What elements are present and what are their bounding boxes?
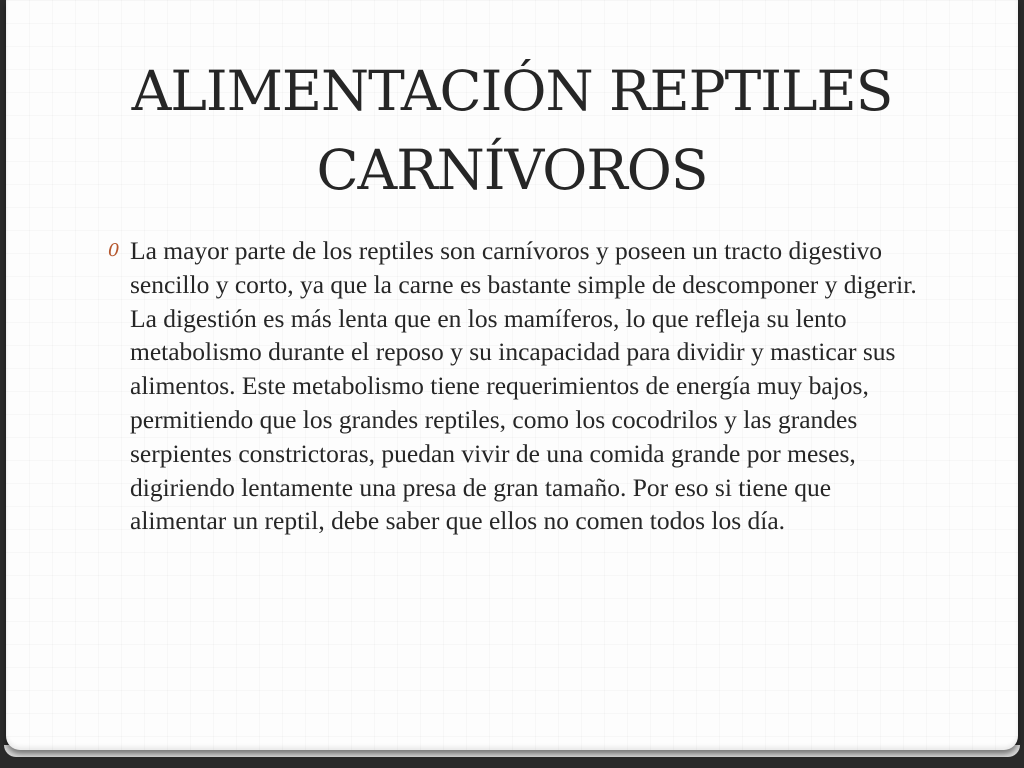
bullet-marker-icon: 0 <box>108 240 120 261</box>
slide <box>6 0 1018 750</box>
bullet-text: La mayor parte de los reptiles son carnívoros y poseen un tracto digestivo sencillo y corto, ya que la carne es bastante simple de descomponer y digerir. La digestión es más lenta que en los mamíferos, lo que refleja su lento metabolismo durante el reposo y su incapacidad para dividir y masticar sus alimentos. Este metabolismo tiene requerimientos de energía muy bajos, permitiendo que los grandes reptiles, como los cocodrilos y las grandes serpientes constrictoras, puedan vivir de una comida grande por meses, digiriendo lentamente una presa de gran tamaño. Por eso si tiene que alimentar un reptil, debe saber que ellos no comen todos los día. <box>130 236 917 536</box>
slide-title: ALIMENTACIÓN REPTILES CARNÍVOROS <box>131 59 893 202</box>
slide-body <box>102 234 932 538</box>
bullet-item <box>102 234 932 538</box>
